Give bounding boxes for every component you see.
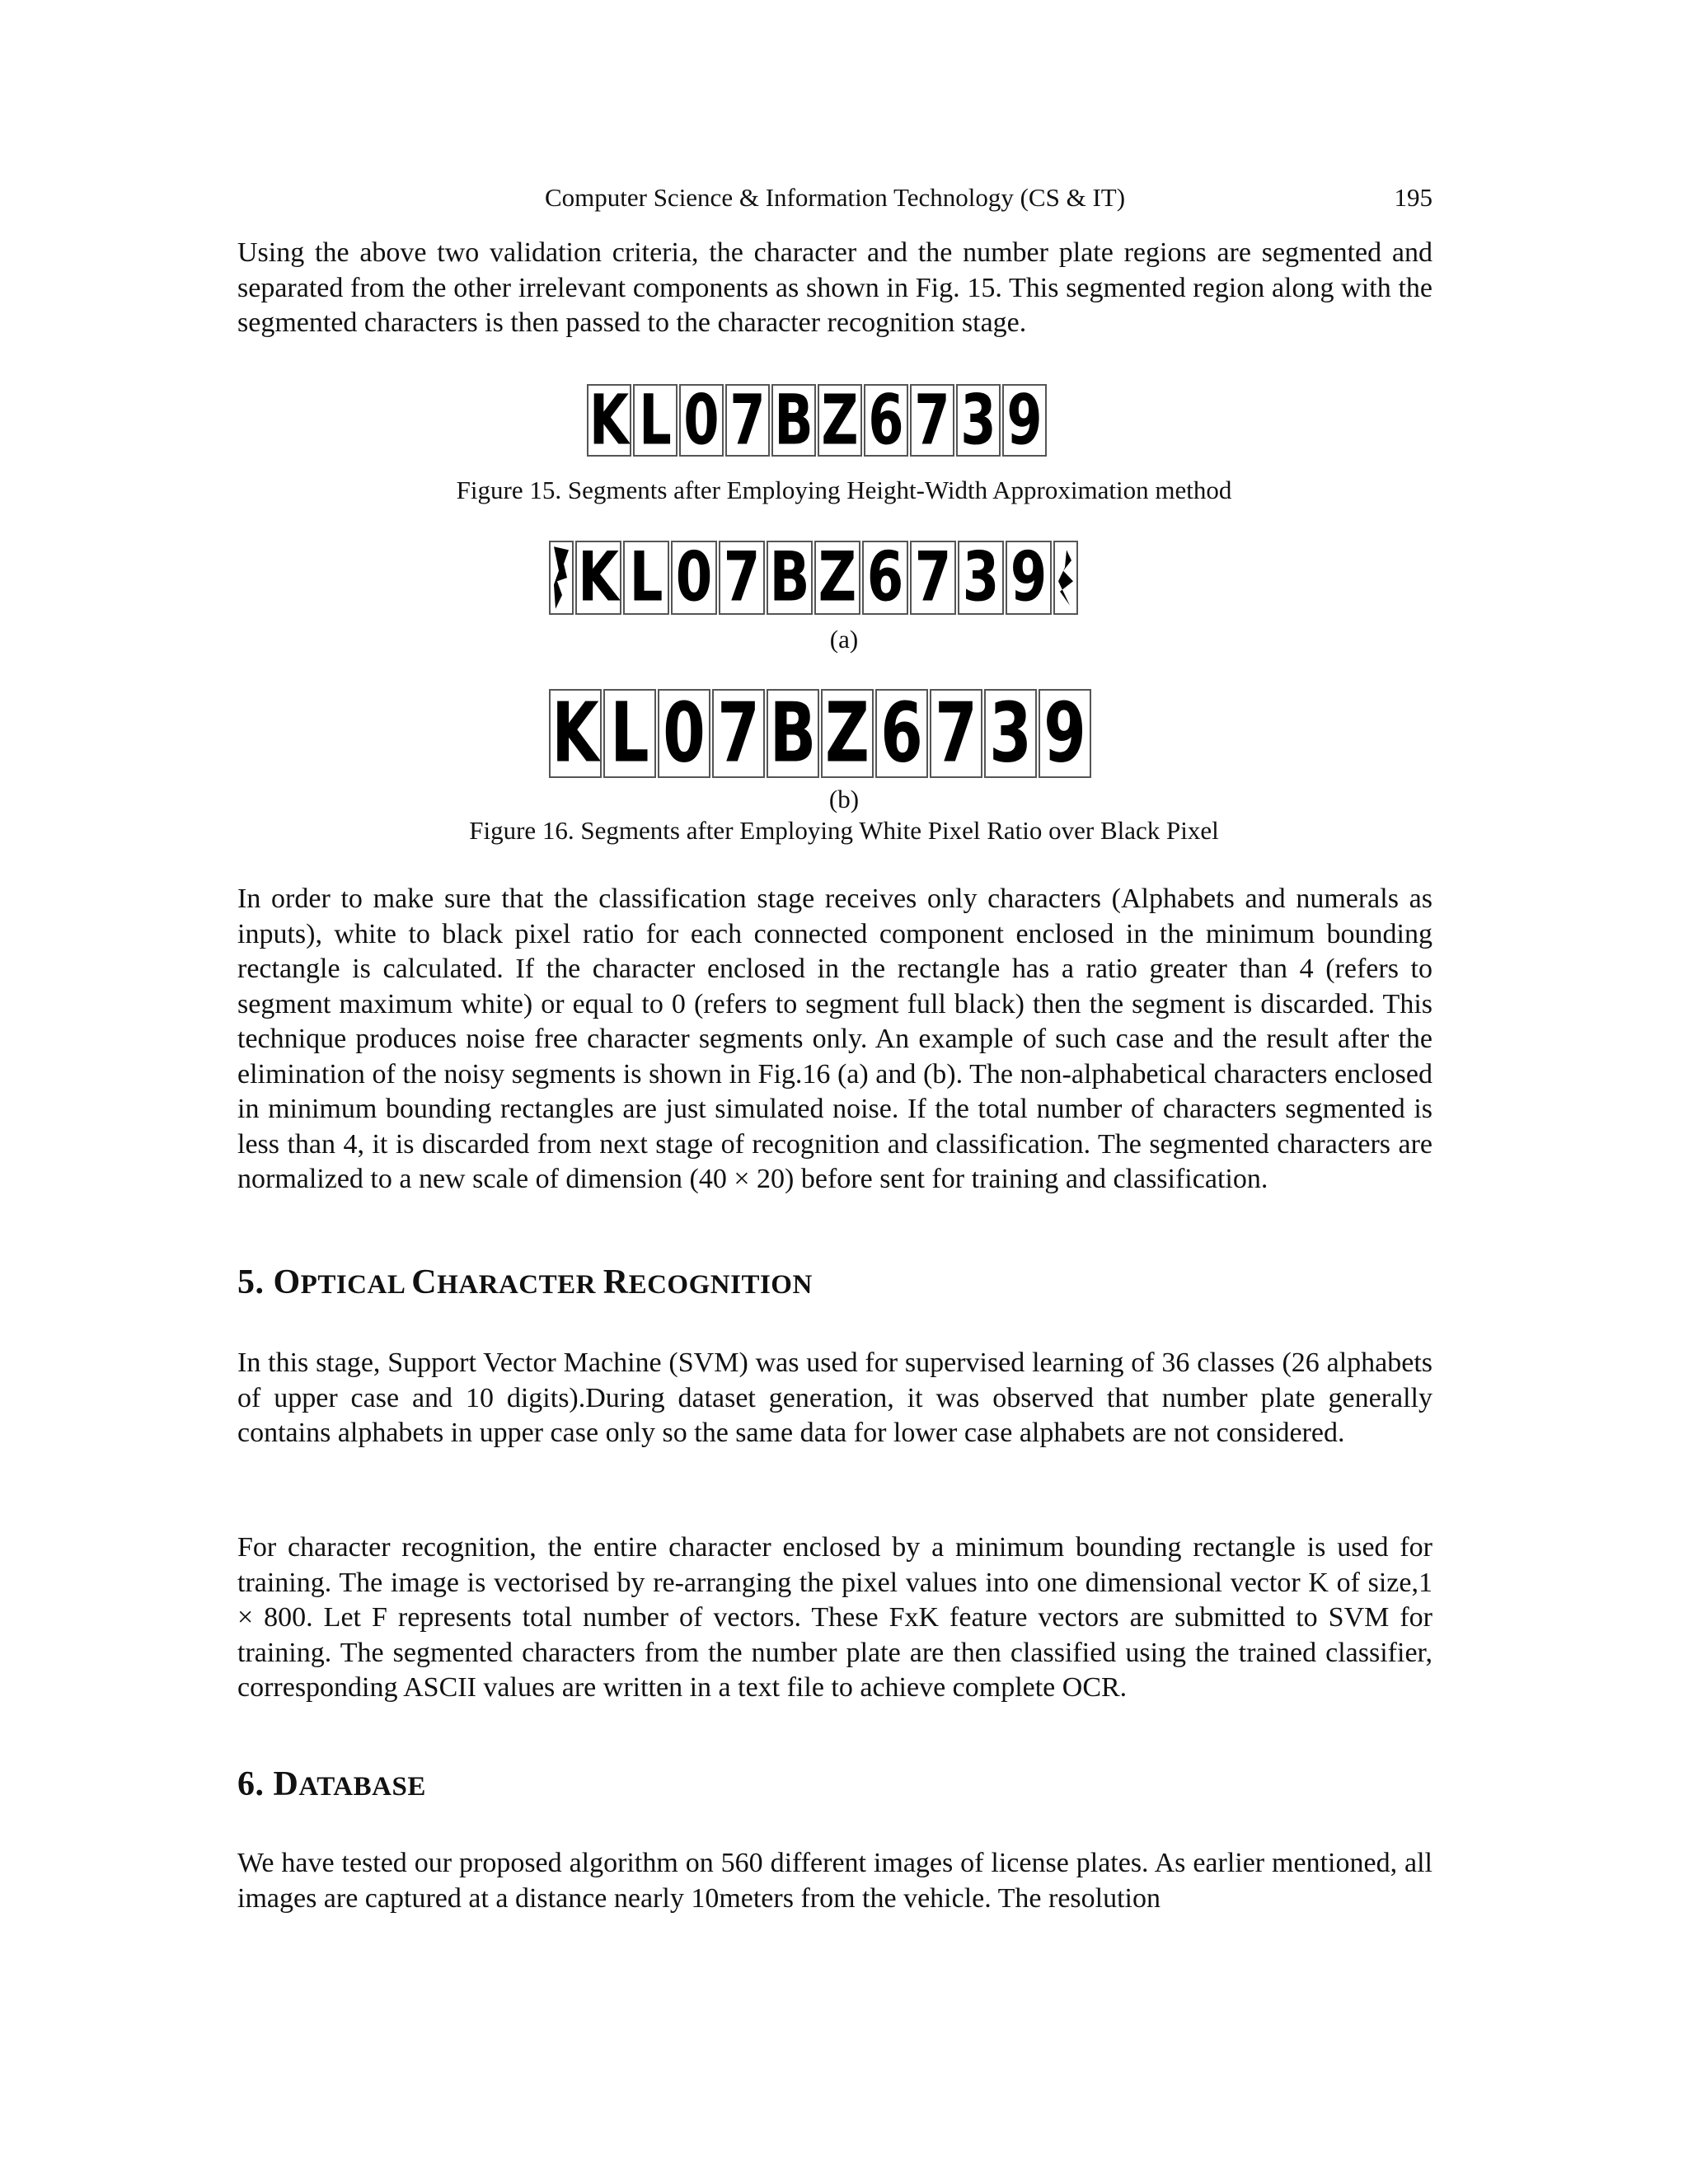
noise-blob [1055, 543, 1076, 612]
noise-blob [551, 543, 572, 612]
section-5-paragraph-1: In this stage, Support Vector Machine (SVM) was used for supervised learning of 36 classes (26 alphabets of upper case and 10 digits).During dataset generation, it was observed that number plate generally contains alphabets in upper case only so the same data for lower case alphabets are not considered. [237, 1347, 1432, 1448]
character-segment [1002, 384, 1047, 457]
character-segment [864, 384, 908, 457]
character-segment [862, 541, 908, 615]
figure-15-plate [587, 384, 1048, 457]
figure-16b-plate [549, 689, 1093, 778]
segment-character: 9 [1010, 541, 1048, 615]
noise-segment-right [1053, 541, 1078, 615]
segment-character: 3 [989, 689, 1032, 778]
segment-character: Z [825, 689, 870, 778]
ratio-paragraph: In order to make sure that the classification stage receives only characters (Alphabets and numerals as inputs), white to black pixel ratio for each connected component enclosed in the minimum bounding rectangle is calculated. If the character enclosed in the rectangle has a ratio greater than 4 (refers to segment maximum white) or equal to 0 (refers to segment full black) then the segment is discarded. This technique produces noise free character segments only. An example of such case and the result after the elimination of the noisy segments is shown in Fig.16 (a) and (b). The non-alphabetical characters enclosed in minimum bounding rectangles are just simulated noise. If the total number of characters segmented is less than 4, it is discarded from next stage of recognition and classification. The segmented characters are normalized to a new scale of dimension (40 × 20) before sent for training and classification. [237, 883, 1432, 1194]
segment-character: B [774, 384, 814, 457]
section-6-number: 6. [237, 1765, 274, 1803]
character-segment [875, 689, 928, 778]
segment-character: 3 [962, 541, 1000, 615]
character-segment [771, 384, 816, 457]
section-5-paragraph-2: For character recognition, the entire character enclosed by a minimum bounding rectangle is used for training. The image is vectorised by re-arranging the pixel values into one dimensional vector K of size,1 × 800. Let F represents total number of vectors. These FxK feature vectors are submitted to SVM for training. The segmented characters from the number plate are then classified using the trained classifier, corresponding ASCII values are written in a text file to achieve complete OCR. [237, 1532, 1432, 1703]
character-segment [658, 689, 710, 778]
character-segment [767, 541, 813, 615]
segment-character: B [769, 689, 817, 778]
page-number: 195 [1394, 183, 1432, 212]
section-6-paragraph-1: We have tested our proposed algorithm on 560 different images of license plates. As earlier mentioned, all images are captured at a distance nearly 10meters from the vehicle. The resolution [237, 1848, 1432, 1914]
section-6-heading: 6. DATABASE [237, 1765, 426, 1803]
segment-character: 7 [717, 689, 760, 778]
segment-character: 6 [866, 541, 904, 615]
character-segment [587, 384, 631, 457]
figure-15-caption: Figure 15. Segments after Employing Height-Width Approximation method [456, 476, 1232, 504]
segment-character: 7 [723, 541, 761, 615]
segment-character: 0 [683, 384, 720, 457]
section-5-number: 5. [237, 1263, 274, 1301]
figure-16a-label: (a) [829, 625, 859, 654]
character-segment [930, 689, 982, 778]
segment-character: 6 [880, 689, 923, 778]
character-segment [910, 541, 956, 615]
segment-character: 3 [960, 384, 996, 457]
figure-16a-plate [549, 541, 1080, 615]
character-segment [984, 689, 1037, 778]
character-segment [549, 689, 602, 778]
character-segment [818, 384, 862, 457]
character-segment [575, 541, 621, 615]
segment-character: L [629, 541, 663, 615]
character-segment [725, 384, 770, 457]
section-5-heading: 5. OPTICAL CHARACTER RECOGNITION [237, 1263, 813, 1301]
character-segment [767, 689, 819, 778]
character-segment [633, 384, 678, 457]
segment-character: 0 [663, 689, 706, 778]
segment-character: 7 [935, 689, 978, 778]
journal-title: Computer Science & Information Technology (CS & IT) [544, 183, 1126, 212]
segment-character: 7 [729, 384, 766, 457]
segment-character: 0 [675, 541, 713, 615]
character-segment [623, 541, 669, 615]
segment-character: B [769, 541, 810, 615]
segment-character: Z [818, 541, 857, 615]
segment-character: Z [821, 384, 859, 457]
figure-16b-label: (b) [828, 785, 860, 813]
figure-16-caption: Figure 16. Segments after Employing White Pixel Ratio over Black Pixel [469, 816, 1219, 845]
character-segment [814, 541, 860, 615]
segment-character: 6 [868, 384, 904, 457]
intro-paragraph: Using the above two validation criteria, the character and the number plate regions are segmented and separated from the other irrelevant components as shown in Fig. 15. This segmented region along with the segmented characters is then passed to the character recognition stage. [237, 237, 1432, 338]
character-segment [671, 541, 717, 615]
character-segment [712, 689, 765, 778]
character-segment [603, 689, 656, 778]
character-segment [1006, 541, 1052, 615]
segment-character: 7 [914, 541, 952, 615]
noise-segment-left [549, 541, 574, 615]
segment-character: 9 [1006, 384, 1043, 457]
segment-character: K [578, 541, 619, 615]
segment-character: L [610, 689, 649, 778]
character-segment [956, 384, 1001, 457]
segment-character: 9 [1043, 689, 1086, 778]
character-segment [821, 689, 874, 778]
character-segment [679, 384, 724, 457]
character-segment [719, 541, 765, 615]
character-segment [910, 384, 954, 457]
segment-character: L [639, 384, 672, 457]
character-segment [1039, 689, 1091, 778]
running-header [237, 183, 1432, 221]
segment-character: 7 [914, 384, 950, 457]
segment-character: K [551, 689, 599, 778]
segment-character: K [588, 384, 630, 457]
character-segment [958, 541, 1004, 615]
